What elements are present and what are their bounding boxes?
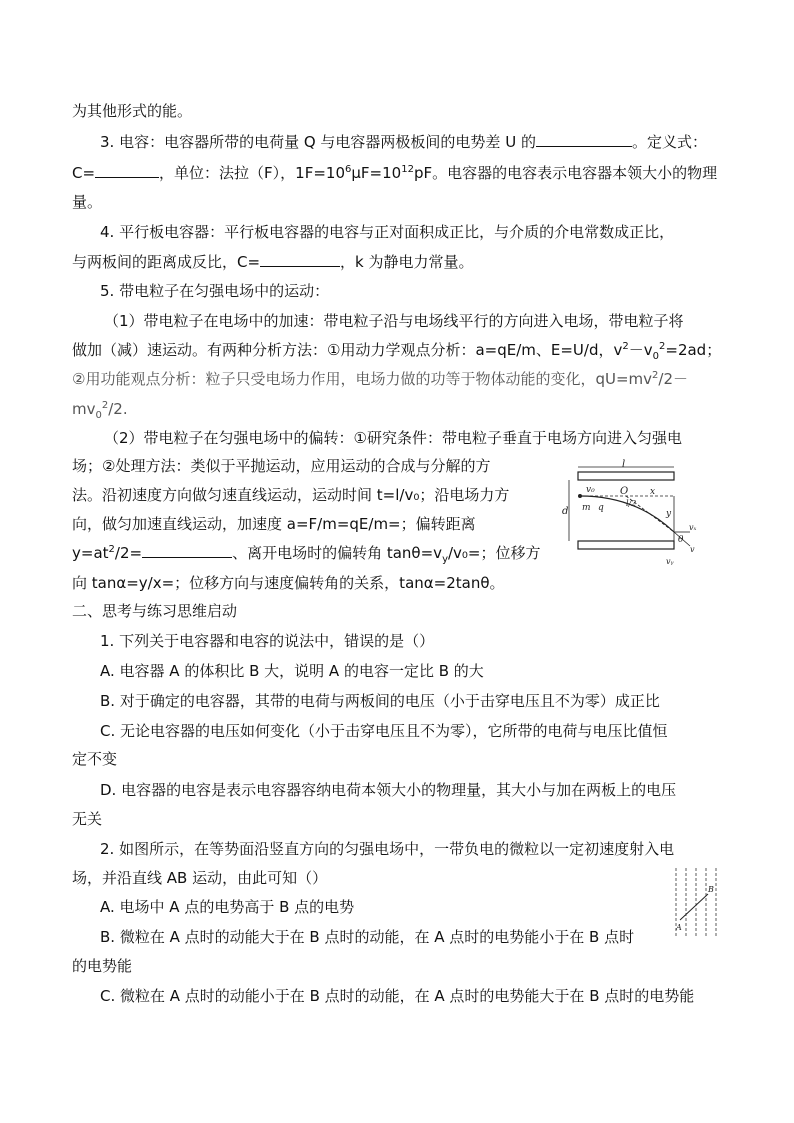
vy-label: vᵧ (666, 557, 674, 566)
point-a-label: A (676, 923, 682, 932)
question-1: 1. 下列关于电容器和电容的说法中，错误的是（） (100, 632, 435, 650)
v-label: v (690, 545, 695, 554)
text-line: 4. 平行板电容器：平行板电容器的电容与正对面积成正比，与介质的介电常数成正比， (100, 223, 675, 241)
mass-label: m (582, 503, 591, 513)
top-plate (578, 472, 674, 480)
option-b[interactable]: B. 对于确定的电容器，其带的电荷与两板间的电压（小于击穿电压且不为零）成正比 (100, 692, 660, 710)
option-a[interactable]: A. 电容器 A 的体积比 B 大，说明 A 的电容一定比 B 的大 (100, 662, 484, 680)
option-c[interactable]: C. 无论电容器的电压如何变化（小于击穿电压且不为零），它所带的电荷与电压比值恒 (100, 722, 668, 740)
text-line: 与两板间的距离成反比，C= ，k 为静电力常量。 (72, 253, 474, 271)
line-ab (680, 894, 708, 920)
text-line: 法。沿初速度方向做匀速直线运动，运动时间 t=l/v₀；沿电场力方 (72, 486, 510, 504)
option-a[interactable]: A. 电场中 A 点的电势高于 B 点的电势 (100, 898, 355, 916)
length-label: l (622, 459, 626, 470)
charge-label: q (598, 503, 604, 513)
text-line: ②用功能观点分析：粒子只受电场力作用，电场力做的功等于物体动能的变化，$qU=mv^2/2-$ (72, 370, 688, 388)
option-d[interactable]: D. 电容器的电容是表示电容器容纳电荷本领大小的物理量，其大小与加在两板上的电压 (100, 781, 677, 799)
theta-label: θ (678, 535, 684, 545)
deflection-diagram (556, 459, 697, 576)
x-label: x (650, 487, 656, 497)
fill-blank[interactable] (95, 163, 159, 178)
v0-label: v₀ (586, 485, 595, 495)
option-c[interactable]: C. 微粒在 A 点时的动能小于在 B 点时的动能，在 A 点时的电势能大于在 B 点时的电势能 (100, 987, 695, 1005)
text-line: （1）带电粒子在电场中的加速：带电粒子沿与电场线平行的方向进入电场，带电粒子将 (104, 312, 684, 330)
half-length-label: l/2 (626, 499, 637, 508)
text-line: 向，做匀加速直线运动，加速度 a=F/m=qE/m=；偏转距离 (72, 515, 476, 533)
question-2: 2. 如图所示，在等势面沿竖直方向的匀强电场中，一带负电的微粒以一定初速度射入电 (100, 840, 675, 858)
origin-label: O (620, 486, 629, 497)
option-b-cont: 的电势能 (72, 957, 133, 975)
text-line: 场；②处理方法：类似于平抛运动，应用运动的合成与分解的方 (72, 457, 491, 475)
option-d-cont: 无关 (72, 810, 103, 828)
text-line: 3. 电容：电容器所带的电荷量 Q 与电容器两极板间的电势差 U 的 。定义式： (100, 133, 707, 151)
field-diagram (672, 868, 722, 940)
point-b-label: B (708, 885, 714, 894)
text-line: 做加（减）速运动。有两种分析方法：①用动力学观点分析：a=qE/m、E=U/d，$v^2-v_0^2=2ad$； (72, 341, 722, 362)
fill-blank[interactable] (260, 252, 340, 267)
text-line: 向 tanα=y/x=；位移方向与速度偏转角的关系，tanα=2tanθ。 (72, 574, 505, 592)
particle (578, 494, 582, 498)
option-b[interactable]: B. 微粒在 A 点时的动能大于在 B 点时的动能，在 A 点时的电势能小于在 B 点时 (100, 928, 635, 946)
text-line: 量。 (72, 193, 103, 211)
question-2-cont: 场，并沿直线 AB 运动，由此可知（） (72, 869, 328, 887)
text-line: 为其他形式的能。 (72, 102, 193, 120)
fill-blank[interactable] (536, 132, 632, 147)
fill-blank[interactable] (142, 543, 232, 558)
text-line: C= ，单位：法拉（F），$1F=10^6\mu F=10^{12}pF$。电容器的电容表示电容器本领大小的物理 (72, 164, 718, 182)
bottom-plate (578, 541, 674, 549)
text-line: 5. 带电粒子在匀强电场中的运动： (100, 282, 330, 300)
distance-label: d (562, 506, 569, 517)
section-heading: 二、思考与练习思维启动 (72, 602, 238, 620)
text-line: $mv_0^2/2$. (72, 400, 128, 421)
text-line: （2）带电粒子在匀强电场中的偏转：①研究条件：带电粒子垂直于电场方向进入匀强电 (104, 429, 682, 447)
option-c-cont: 定不变 (72, 750, 118, 768)
y-label: y (666, 509, 672, 519)
vx-label: vₓ (689, 523, 697, 532)
text-line: $y=at^2/2=$ 、离开电场时的偏转角 $\tan\theta=v_y/v_0=$；位移方 (72, 544, 541, 565)
